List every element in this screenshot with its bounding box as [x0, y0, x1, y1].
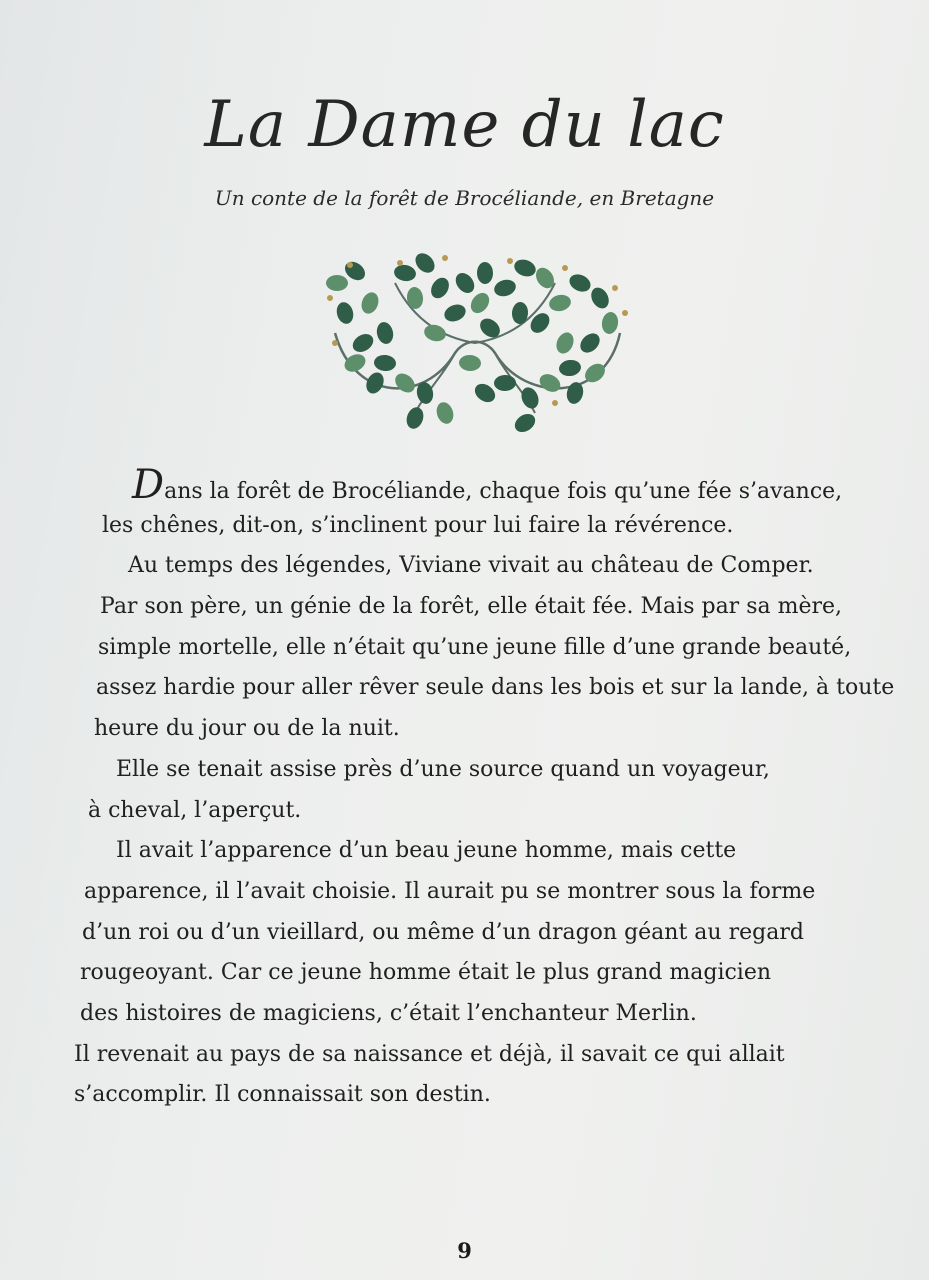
oak-leaf-icon [532, 264, 557, 291]
oak-leaf-icon [467, 289, 493, 316]
oak-leaf-icon [548, 293, 573, 313]
oak-leaf-icon [391, 370, 418, 397]
acorn-icon [397, 260, 403, 266]
text-line-content: heure du jour ou de la nuit. [94, 716, 400, 742]
text-line [70, 587, 870, 628]
text-line [70, 994, 870, 1035]
acorn-icon [562, 265, 568, 271]
text-line-content: des histoires de magiciens, c’était l’enchanteur Merlin. [80, 1000, 697, 1026]
text-line-content: apparence, il l’avait choisie. Il aurait pu se montrer sous la forme [84, 878, 816, 904]
oak-leaf-icon [459, 354, 482, 371]
oak-leaf-icon [558, 359, 582, 378]
text-line-content: rougeoyant. Car ce jeune homme était le plus grand magicien [80, 960, 772, 986]
text-line-content: Au temps des légendes, Viviane vivait au château de Comper. [128, 553, 814, 579]
oak-leaf-icon [427, 274, 452, 301]
oak-leaf-icon [527, 309, 554, 336]
text-line [70, 1035, 870, 1076]
text-line-content: à cheval, l’aperçut. [88, 797, 302, 823]
oak-leaf-icon [494, 375, 517, 392]
text-line-content: Il avait l’apparence d’un beau jeune homme, mais cette [116, 838, 737, 864]
drop-cap: D [132, 462, 165, 508]
page-number: 9 [457, 1238, 472, 1263]
text-line [70, 791, 870, 832]
text-line [70, 546, 870, 587]
acorn-icon [552, 400, 558, 406]
acorn-icon [327, 295, 333, 301]
page-subtitle: Un conte de la forêt de Brocéliande, en Bretagne [214, 186, 715, 210]
text-line-content: les chênes, dit-on, s’inclinent pour lui faire la révérence. [102, 512, 734, 538]
text-line [70, 506, 870, 547]
oak-leaf-icon [577, 330, 604, 357]
oak-leaf-icon [511, 410, 538, 436]
oak-leaf-icon [518, 385, 541, 412]
oak-leaf-icon [452, 269, 478, 296]
text-line [70, 750, 870, 791]
text-line [70, 913, 870, 954]
text-line [70, 628, 870, 669]
oak-leaf-icon [477, 262, 493, 284]
oak-leaf-icon [600, 311, 619, 335]
oak-leaf-icon [588, 285, 612, 312]
text-line [70, 668, 895, 709]
oak-leaf-icon [434, 400, 456, 426]
text-line-content: Par son père, un génie de la forêt, elle était fée. Mais par sa mère, [100, 594, 843, 620]
oak-leaf-icon [536, 371, 563, 396]
oak-leaf-branch-icon [315, 243, 635, 443]
oak-leaf-icon [363, 370, 387, 397]
text-line-content: assez hardie pour aller rêver seule dans les bois et sur la lande, à toute [96, 675, 895, 701]
acorn-icon [332, 340, 338, 346]
oak-leaf-icon [422, 322, 447, 343]
text-line [70, 1075, 870, 1116]
text-line [70, 831, 870, 872]
oak-leaf-icon [349, 330, 376, 355]
acorn-icon [507, 258, 513, 264]
text-line-content: ans la forêt de Brocéliande, chaque fois qu’une fée s’avance, [164, 479, 843, 504]
text-line [70, 953, 870, 994]
acorn-icon [347, 262, 353, 268]
acorn-icon [612, 285, 618, 291]
text-line [70, 709, 870, 750]
oak-leaf-icon [553, 330, 577, 357]
oak-leaf-icon [567, 271, 594, 295]
oak-leaf-icon [373, 354, 396, 372]
oak-leaf-icon [492, 277, 518, 299]
oak-leaf-icon [442, 301, 468, 324]
oak-leaf-icon [393, 263, 417, 283]
oak-leaf-icon [326, 275, 348, 291]
oak-leaf-icon [404, 405, 426, 431]
text-line-content: Il revenait au pays de sa naissance et déjà, il savait ce qui allait [74, 1041, 785, 1067]
text-line-content: s’accomplir. Il connaissait son destin. [74, 1082, 491, 1108]
text-line-content: d’un roi ou d’un vieillard, ou même d’un dragon géant au regard [82, 919, 804, 945]
oak-leaf-icon [359, 290, 382, 316]
oak-leaf-icon [512, 257, 538, 280]
acorn-icon [442, 255, 448, 261]
text-line-content: Elle se tenait assise près d’une source quand un voyageur, [116, 756, 770, 782]
oak-leaf-icon [334, 300, 355, 326]
text-line [70, 462, 870, 508]
page-title: La Dame du lac [204, 88, 725, 162]
story-text [70, 462, 895, 1116]
acorn-icon [622, 310, 628, 316]
text-line [70, 872, 870, 913]
oak-leaf-icon [375, 320, 396, 345]
text-line-content: simple mortelle, elle n’était qu’une jeune fille d’une grande beauté, [98, 634, 852, 660]
